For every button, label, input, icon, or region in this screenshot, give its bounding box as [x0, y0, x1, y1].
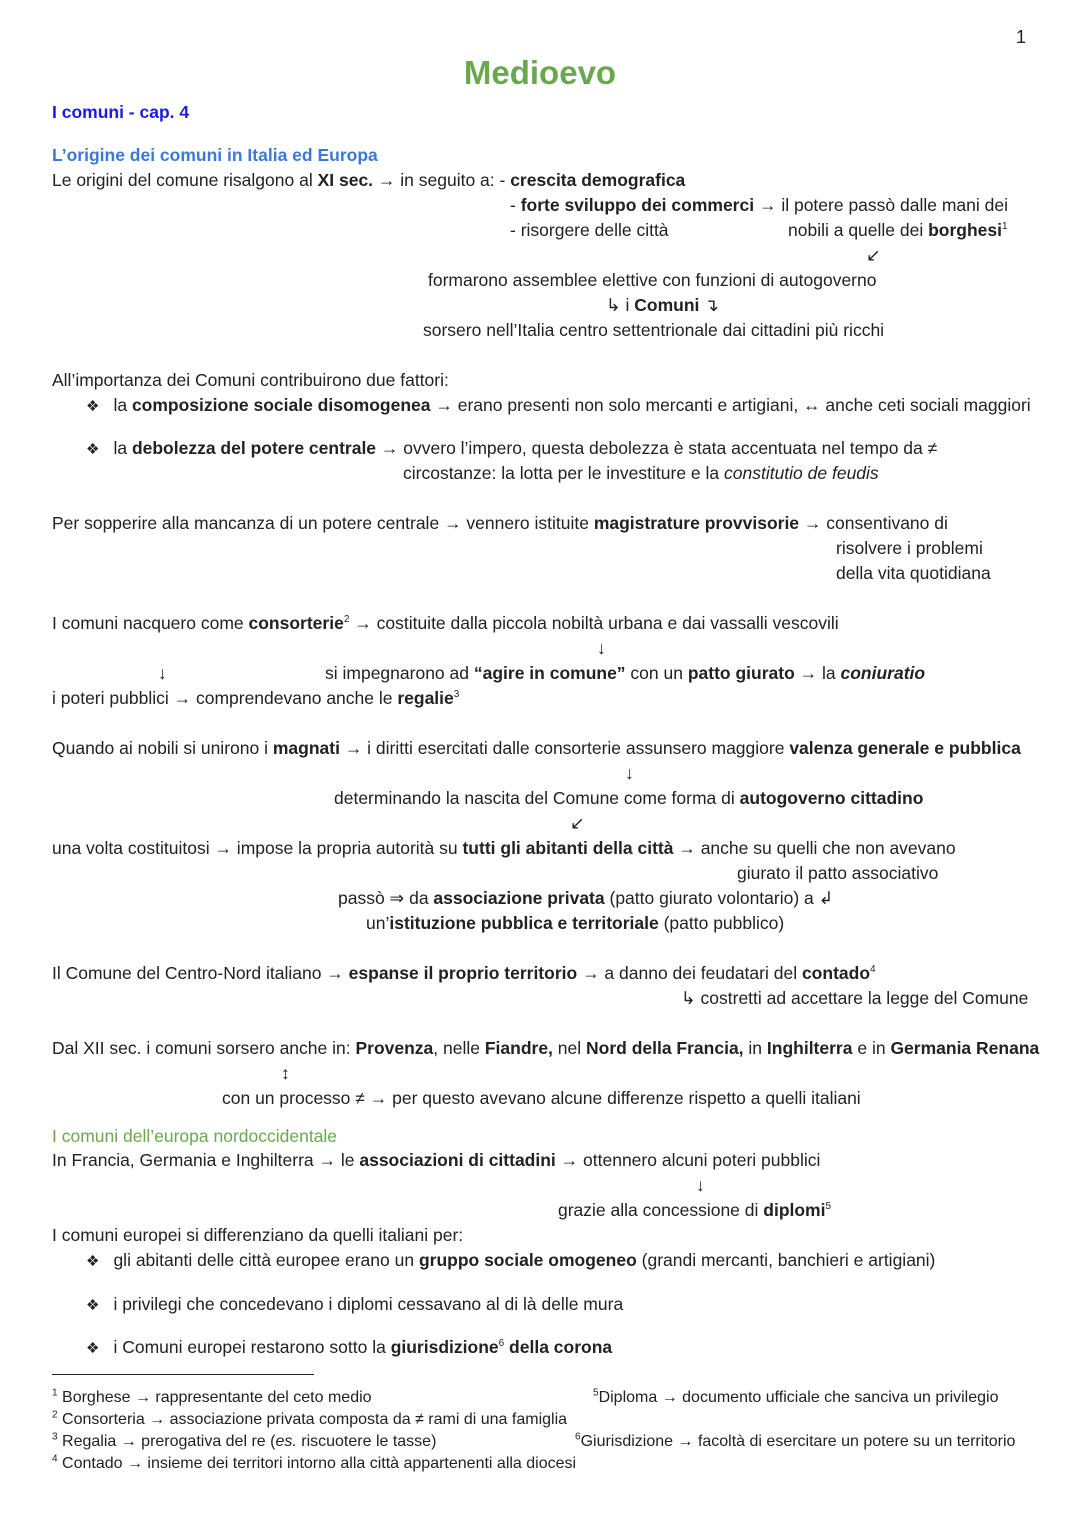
arrow-icon: ↙: [866, 245, 881, 265]
text-line: grazie alla concessione di diplomi$^5$: [558, 1200, 832, 1220]
diamond-bullet-icon: ❖: [86, 1340, 100, 1357]
footnote-ref: 2: [343, 614, 350, 626]
diamond-bullet-icon: ❖: [86, 1297, 100, 1314]
footnote-ref: 4: [870, 964, 876, 976]
arrow-icon: ↓: [696, 1175, 705, 1195]
page-title: Medioevo: [463, 54, 617, 91]
text-line: passò ⇒ da associazione privata (patto giurato volontario) a ↲: [338, 888, 834, 908]
text-line: Per sopperire alla mancanza di un potere centrale → vennero istituite magistrature provvisorie → consentivano di: [52, 513, 948, 533]
text-line: In Francia, Germania e Inghilterra → le associazioni di cittadini → ottennero alcuni poteri pubblici: [52, 1150, 821, 1170]
text-line: circostanze: la lotta per le investiture e la constitutio de feudis: [403, 463, 879, 483]
footnote: $^4$ Contado → insieme dei territori intorno alla città appartenenti alla diocesi: [52, 1453, 577, 1472]
list-item: ❖ la composizione sociale disomogenea → erano presenti non solo mercanti e artigiani, ↔ anche ceti sociali maggiori: [86, 395, 1031, 415]
text-line: si impegnarono ad “agire in comune” con un patto giurato → la coniuratio: [325, 663, 926, 683]
footnote-ref: 1: [1002, 221, 1008, 233]
list-item: ❖ i privilegi che concedevano i diplomi cessavano al di là delle mura: [86, 1294, 624, 1314]
diamond-bullet-icon: ❖: [86, 1253, 100, 1270]
text-line: una volta costituitosi → impose la propria autorità su tutti gli abitanti della città → anche su quelli che non avevano: [52, 838, 956, 858]
text-line: I comuni europei si differenziano da quelli italiani per:: [52, 1225, 464, 1245]
arrow-icon: ↓: [158, 663, 167, 683]
arrow-icon: ↕: [281, 1063, 290, 1083]
text-line: Quando ai nobili si unirono i magnati → i diritti esercitati dalle consorterie assunsero maggiore valenza generale e pubblica: [52, 738, 1021, 758]
footnote: $^6$Giurisdizione → facoltà di esercitare un potere su un territorio: [575, 1431, 1016, 1450]
diamond-bullet-icon: ❖: [86, 441, 100, 458]
text-line: Le origini del comune risalgono al XI sec. → in seguito a: - crescita demografica: [52, 170, 686, 190]
page-number: 1: [1016, 27, 1027, 47]
text-line: - forte sviluppo dei commerci → il potere passò dalle mani dei: [510, 195, 1008, 215]
text-line: un’istituzione pubblica e territoriale (patto pubblico): [366, 913, 785, 933]
text-line: sorsero nell’Italia centro settentrionale dai cittadini più ricchi: [423, 320, 885, 340]
diamond-bullet-icon: ❖: [86, 398, 100, 415]
chapter-heading: I comuni - cap. 4: [52, 102, 190, 122]
text-line: determinando la nascita del Comune come forma di autogoverno cittadino: [334, 788, 924, 808]
text-line: formarono assemblee elettive con funzioni di autogoverno: [428, 270, 877, 290]
footnote-ref: 6: [498, 1338, 505, 1350]
text-line: ↳ i Comuni ↴: [606, 295, 719, 315]
arrow-icon: ↓: [625, 763, 634, 783]
footnote-separator: [52, 1374, 314, 1375]
list-item: ❖ la debolezza del potere centrale → ovvero l’impero, questa debolezza è stata accentuata nel tempo da ≠: [86, 438, 938, 458]
text-line: All’importanza dei Comuni contribuirono due fattori:: [52, 370, 449, 390]
footnote: $^3$ Regalia → prerogativa del re (es. riscuotere le tasse): [52, 1431, 437, 1450]
list-item: ❖ gli abitanti delle città europee erano un gruppo sociale omogeneo (grandi mercanti, banchieri e artigiani): [86, 1250, 936, 1270]
section-heading-europa: I comuni dell’europa nordoccidentale: [52, 1126, 338, 1146]
footnote: $^1$ Borghese → rappresentante del ceto medio: [52, 1387, 372, 1406]
footnote-ref: 3: [453, 689, 460, 701]
list-item: ❖ i Comuni europei restarono sotto la giurisdizione$^6$ della corona: [86, 1337, 613, 1357]
text-line: Dal XII sec. i comuni sorsero anche in: Provenza, nelle Fiandre, nel Nord della Francia, in Inghilterra e in Germania Renana: [52, 1038, 1040, 1058]
footnote: $^5$Diploma → documento ufficiale che sanciva un privilegio: [593, 1387, 999, 1406]
text-line: risolvere i problemi: [836, 538, 983, 558]
footnote: $^2$ Consorteria → associazione privata composta da ≠ rami di una famiglia: [52, 1409, 568, 1428]
footnote-ref: 5: [825, 1201, 832, 1213]
text-line: ↳ costretti ad accettare la legge del Comune: [681, 988, 1029, 1008]
arrow-icon: ↙: [570, 813, 585, 833]
text-line: Il Comune del Centro-Nord italiano → espanse il proprio territorio → a danno dei feudatari del contado$^4$: [52, 963, 876, 983]
text-line: - risorgere delle città: [510, 220, 669, 240]
text-line: con un processo ≠ → per questo avevano alcune differenze rispetto a quelli italiani: [222, 1088, 861, 1108]
text-line: giurato il patto associativo: [737, 863, 939, 883]
text-line: della vita quotidiana: [836, 563, 991, 583]
section-heading-origine: L’origine dei comuni in Italia ed Europa: [52, 145, 378, 165]
arrow-icon: ↓: [597, 638, 606, 658]
text-line: nobili a quelle dei borghesi$^1$: [788, 220, 1008, 240]
text-line: I comuni nacquero come consorterie$^2$ → costituite dalla piccola nobiltà urbana e dai vassalli vescovili: [52, 613, 839, 633]
text-line: i poteri pubblici → comprendevano anche le regalie$^3$: [52, 688, 460, 708]
